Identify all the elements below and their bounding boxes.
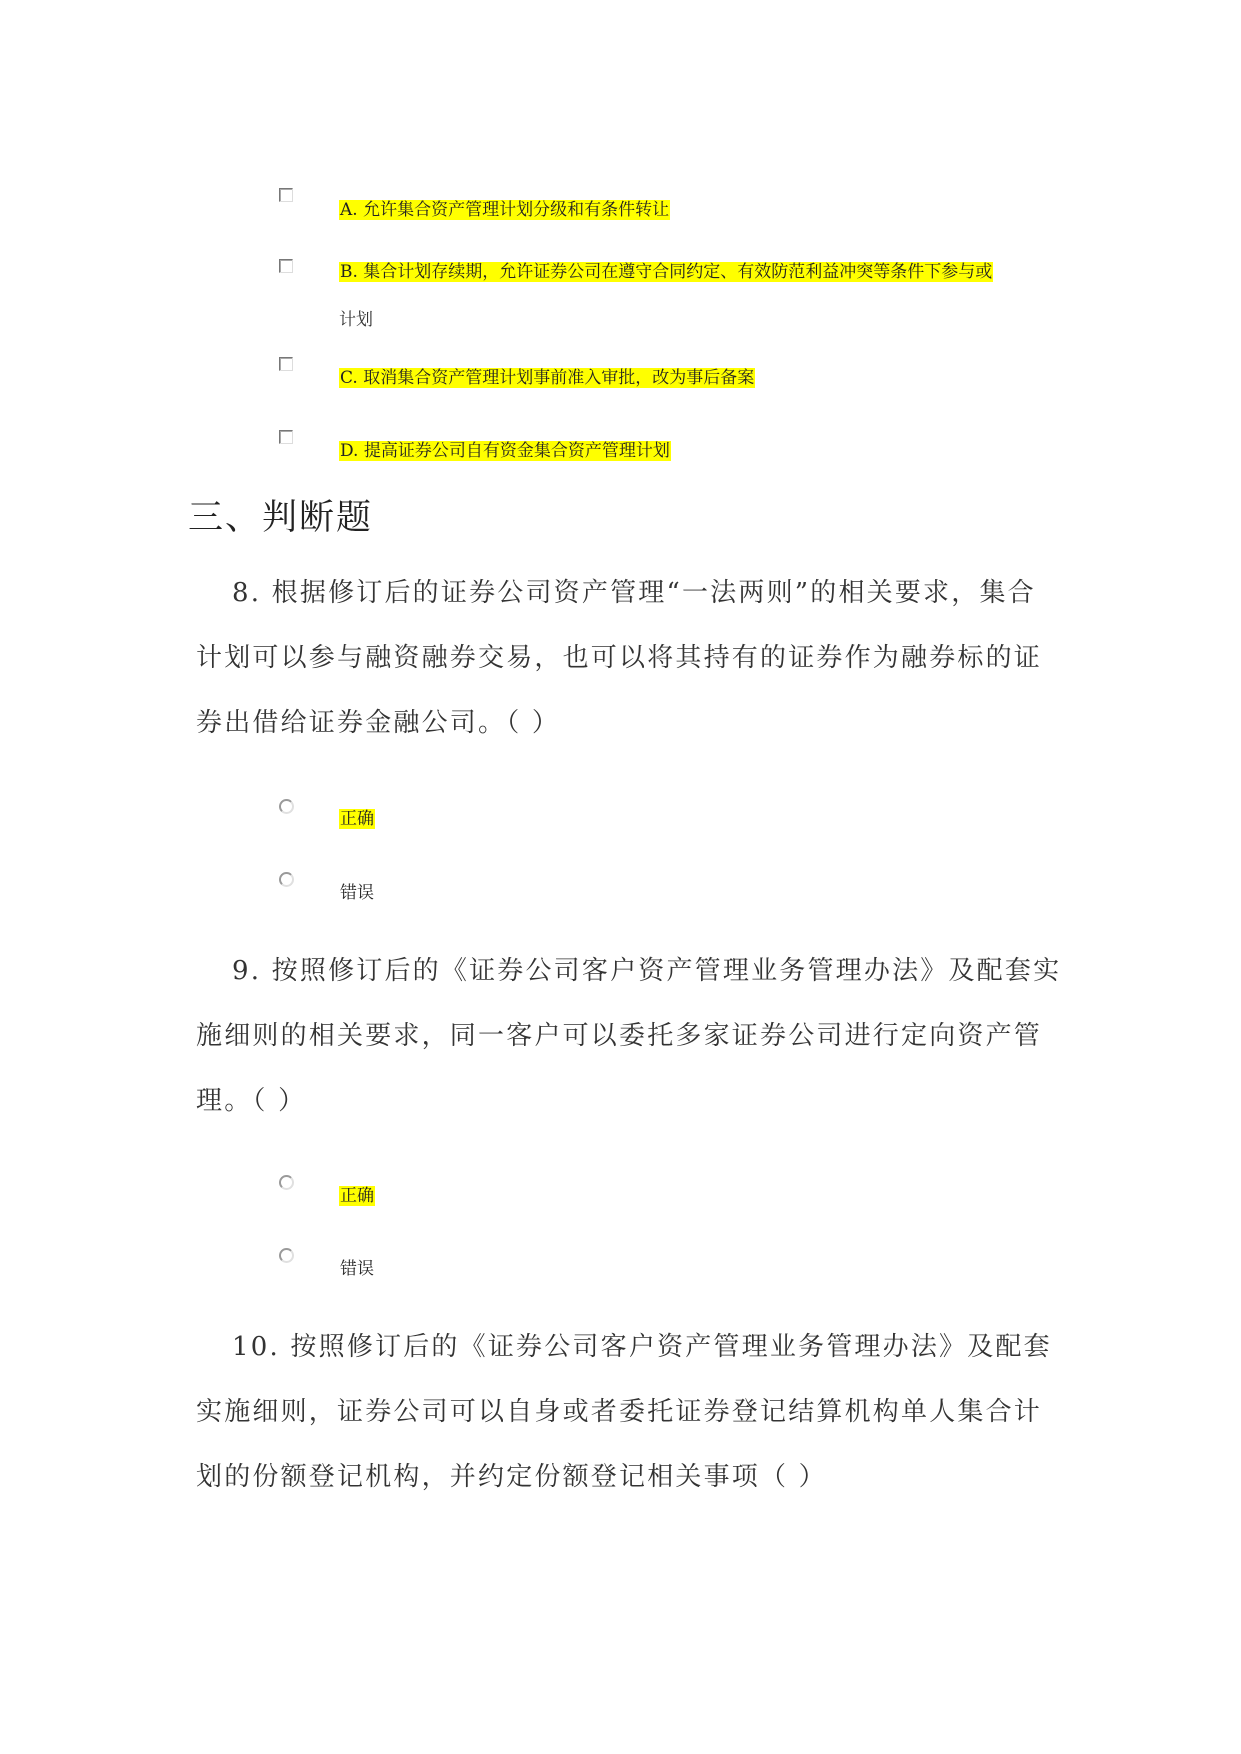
question-8-line-1: 8. 根据修订后的证券公司资产管理“一法两则”的相关要求，集合: [232, 578, 1036, 608]
question-10-line-3: 划的份额登记机构，并约定份额登记相关事项（ ）: [196, 1462, 827, 1492]
radio-button[interactable]: [279, 872, 294, 887]
section-title: 三、判断题: [188, 498, 374, 538]
option-b-continuation: 计划: [339, 310, 373, 330]
option-label: B. 集合计划存续期，允许证券公司在遵守合同约定、有效防范利益冲突等条件下参与或: [340, 262, 993, 282]
checkbox[interactable]: [279, 430, 293, 444]
choice-label: 正确: [340, 809, 374, 829]
choice-label: 正确: [340, 1186, 374, 1206]
question-8-line-2: 计划可以参与融资融券交易，也可以将其持有的证券作为融券标的证: [196, 643, 1043, 673]
question-10-line-1: 10. 按照修订后的《证券公司客户资产管理业务管理办法》及配套: [232, 1332, 1052, 1362]
checkbox[interactable]: [279, 188, 293, 202]
checkbox[interactable]: [279, 259, 293, 273]
choice-label: 错误: [340, 883, 374, 903]
radio-button[interactable]: [279, 1248, 294, 1263]
question-9-line-1: 9. 按照修订后的《证券公司客户资产管理业务管理办法》及配套实: [232, 956, 1062, 986]
question-10-line-2: 实施细则，证券公司可以自身或者委托证券登记结算机构单人集合计: [196, 1397, 1043, 1427]
radio-button[interactable]: [279, 799, 294, 814]
choice-label: 错误: [340, 1259, 374, 1279]
checkbox[interactable]: [279, 357, 293, 371]
option-label: C. 取消集合资产管理计划事前准入审批，改为事后备案: [340, 368, 755, 388]
option-label: D. 提高证券公司自有资金集合资产管理计划: [340, 441, 670, 461]
option-label: A. 允许集合资产管理计划分级和有条件转让: [340, 200, 670, 220]
radio-button[interactable]: [279, 1175, 294, 1190]
question-9-line-2: 施细则的相关要求，同一客户可以委托多家证券公司进行定向资产管: [196, 1021, 1043, 1051]
question-8-line-3: 券出借给证券金融公司。（ ）: [196, 708, 561, 738]
question-9-line-3: 理。（ ）: [196, 1086, 307, 1116]
